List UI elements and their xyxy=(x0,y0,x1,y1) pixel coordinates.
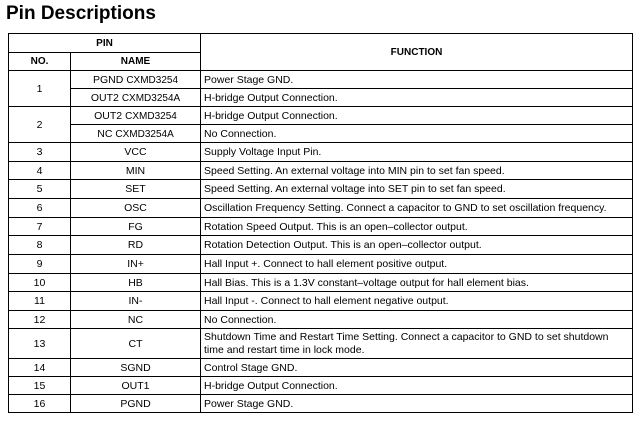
pin-name: OUT2 CXMD3254A xyxy=(71,89,201,107)
table-row xyxy=(9,71,633,89)
pin-name: RD xyxy=(71,236,201,255)
table-row xyxy=(9,180,633,199)
pin-name: PGND xyxy=(71,395,201,413)
pin-number: 7 xyxy=(9,218,71,236)
pin-number: 12 xyxy=(9,311,71,329)
table-row xyxy=(9,255,633,274)
pin-function: No Connection. xyxy=(201,125,633,143)
pin-function: Power Stage GND. xyxy=(201,395,633,413)
pin-function: Supply Voltage Input Pin. xyxy=(201,143,633,162)
pin-function: Control Stage GND. xyxy=(201,359,633,377)
table-row xyxy=(9,292,633,311)
pin-number: 10 xyxy=(9,274,71,292)
pin-name: PGND CXMD3254 xyxy=(71,71,201,89)
pin-number: 1 xyxy=(9,71,71,107)
no-header: NO. xyxy=(9,53,71,71)
table-row xyxy=(9,274,633,292)
pin-name: NC xyxy=(71,311,201,329)
table-row xyxy=(9,329,633,359)
pin-name: FG xyxy=(71,218,201,236)
table-row xyxy=(9,89,633,107)
table-row xyxy=(9,377,633,395)
pin-function: H-bridge Output Connection. xyxy=(201,107,633,125)
pin-name: VCC xyxy=(71,143,201,162)
table-row xyxy=(9,143,633,162)
pin-number: 8 xyxy=(9,236,71,255)
pin-function: No Connection. xyxy=(201,311,633,329)
part-variant: CXMD3254 xyxy=(126,74,179,86)
pin-number: 14 xyxy=(9,359,71,377)
table-row xyxy=(9,162,633,180)
table-row xyxy=(9,199,633,218)
pin-name: MIN xyxy=(71,162,201,180)
pin-number: 13 xyxy=(9,329,71,359)
pin-name: IN- xyxy=(71,292,201,311)
pin-function: Power Stage GND. xyxy=(201,71,633,89)
pin-number: 16 xyxy=(9,395,71,413)
pin-number: 15 xyxy=(9,377,71,395)
pin-function: Rotation Speed Output. This is an open–collector output. xyxy=(201,218,633,236)
part-variant: CXMD3254A xyxy=(115,128,174,140)
pin-number: 11 xyxy=(9,292,71,311)
pin-name: CT xyxy=(71,329,201,359)
pin-function: Speed Setting. An external voltage into SET pin to set fan speed. xyxy=(201,180,633,199)
table-row xyxy=(9,359,633,377)
pin-function: Hall Input +. Connect to hall element positive output. xyxy=(201,255,633,274)
pin-number: 3 xyxy=(9,143,71,162)
page-title: Pin Descriptions xyxy=(6,3,156,24)
pin-number: 2 xyxy=(9,107,71,143)
function-header: FUNCTION xyxy=(201,34,633,71)
pin-function: Hall Bias. This is a 1.3V constant–voltage output for hall element bias. xyxy=(201,274,633,292)
table-row xyxy=(9,311,633,329)
pin-function: H-bridge Output Connection. xyxy=(201,377,633,395)
pin-descriptions-table xyxy=(8,33,633,413)
pin-name: NC CXMD3254A xyxy=(71,125,201,143)
pin-function: H-bridge Output Connection. xyxy=(201,89,633,107)
pin-name: OUT2 CXMD3254 xyxy=(71,107,201,125)
pin-name: HB xyxy=(71,274,201,292)
table-row xyxy=(9,236,633,255)
pin-number: 4 xyxy=(9,162,71,180)
pin-name: IN+ xyxy=(71,255,201,274)
pin-function: Rotation Detection Output. This is an open–collector output. xyxy=(201,236,633,255)
pin-function: Hall Input -. Connect to hall element negative output. xyxy=(201,292,633,311)
pin-number: 9 xyxy=(9,255,71,274)
pin-header: PIN xyxy=(9,34,201,53)
pin-name: OSC xyxy=(71,199,201,218)
pin-function: Oscillation Frequency Setting. Connect a capacitor to GND to set oscillation frequency. xyxy=(201,199,633,218)
name-header: NAME xyxy=(71,53,201,71)
part-variant: CXMD3254A xyxy=(121,92,181,104)
pin-name: SGND xyxy=(71,359,201,377)
pin-name: SET xyxy=(71,180,201,199)
pin-number: 5 xyxy=(9,180,71,199)
pin-name: OUT1 xyxy=(71,377,201,395)
part-variant: CXMD3254 xyxy=(125,110,177,122)
table-row xyxy=(9,107,633,125)
table-row xyxy=(9,395,633,413)
pin-function: Shutdown Time and Restart Time Setting. Connect a capacitor to GND to set shutdown time and restart time in lock mode. xyxy=(201,329,633,359)
pin-function: Speed Setting. An external voltage into MIN pin to set fan speed. xyxy=(201,162,633,180)
table-row xyxy=(9,125,633,143)
table-row xyxy=(9,218,633,236)
pin-number: 6 xyxy=(9,199,71,218)
